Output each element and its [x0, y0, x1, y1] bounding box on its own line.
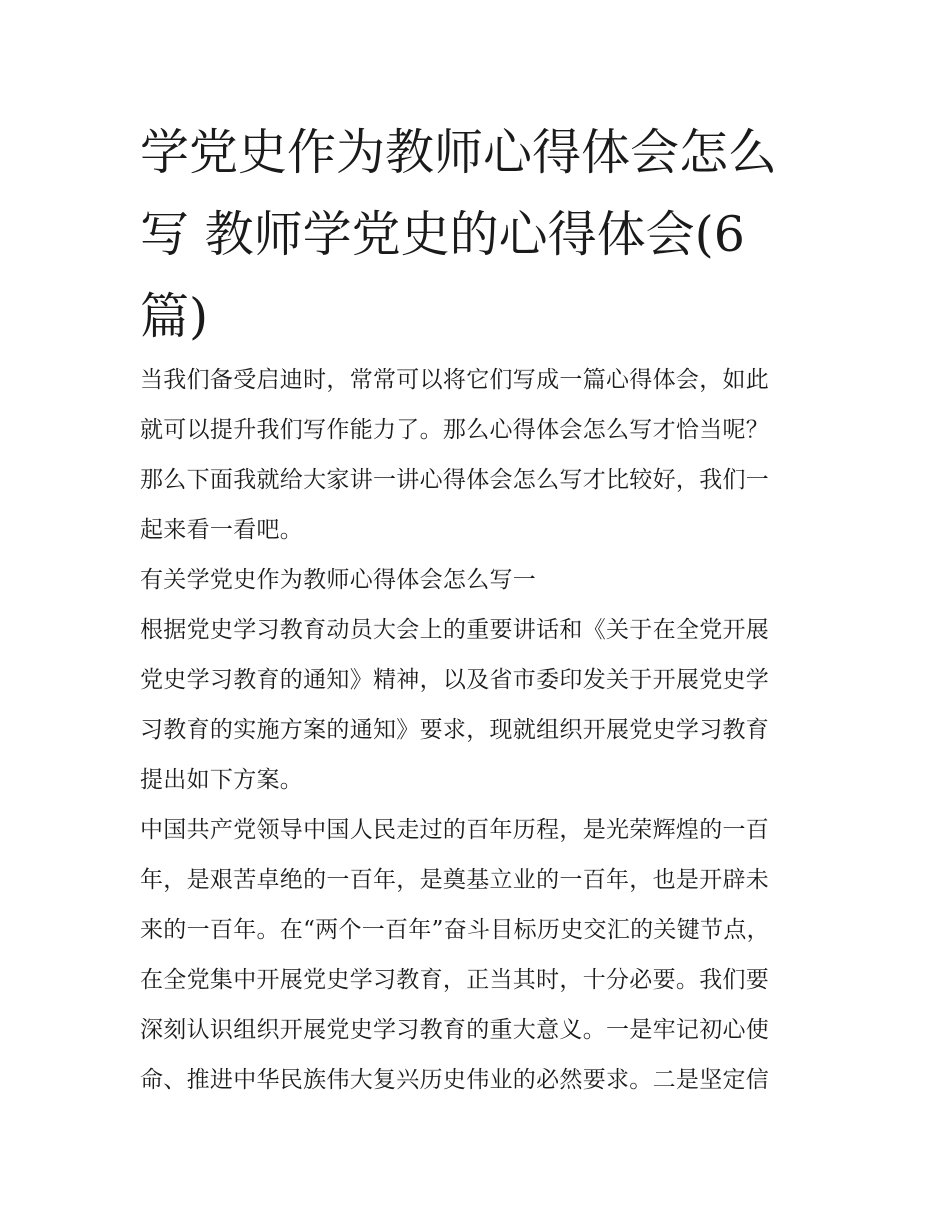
text-line: 就可以提升我们写作能力了。那么心得体会怎么写才恰当呢？: [140, 417, 770, 443]
text-line: 党史学习教育的通知》精神，以及省市委印发关于开展党史学: [140, 667, 770, 693]
text-line: 年，是艰苦卓绝的一百年，是奠基立业的一百年，也是开辟未: [140, 867, 770, 893]
document-body: [140, 355, 820, 1105]
text-line: 来的一百年。在“两个一百年”奋斗目标历史交汇的关键节点，: [140, 917, 770, 943]
body-paragraph: [140, 605, 820, 805]
text-line: 起来看一看吧。: [140, 517, 304, 543]
section-heading: [140, 555, 820, 605]
title-line: 学党史作为教师心得体会怎么: [140, 124, 778, 181]
title-line: 写 教师学党史的心得体会(6: [140, 206, 745, 263]
text-line: 那么下面我就给大家讲一讲心得体会怎么写才比较好，我们一: [140, 467, 770, 493]
document-title: [140, 112, 820, 358]
text-line: 深刻认识组织开展党史学习教育的重大意义。一是牢记初心使: [140, 1017, 770, 1043]
text-line: 命、推进中华民族伟大复兴历史伟业的必然要求。二是坚定信: [140, 1067, 770, 1093]
text-line: 当我们备受启迪时，常常可以将它们写成一篇心得体会，如此: [140, 367, 770, 393]
text-line: 习教育的实施方案的通知》要求，现就组织开展党史学习教育: [140, 717, 770, 743]
title-line: 篇): [140, 288, 209, 345]
body-paragraph: [140, 805, 820, 1105]
intro-paragraph: [140, 355, 820, 555]
text-line: 有关学党史作为教师心得体会怎么写一: [140, 567, 537, 593]
text-line: 提出如下方案。: [140, 767, 304, 793]
text-line: 根据党史学习教育动员大会上的重要讲话和《关于在全党开展: [140, 617, 770, 643]
text-line: 在全党集中开展党史学习教育，正当其时，十分必要。我们要: [140, 967, 770, 993]
text-line: 中国共产党领导中国人民走过的百年历程，是光荣辉煌的一百: [140, 817, 770, 843]
